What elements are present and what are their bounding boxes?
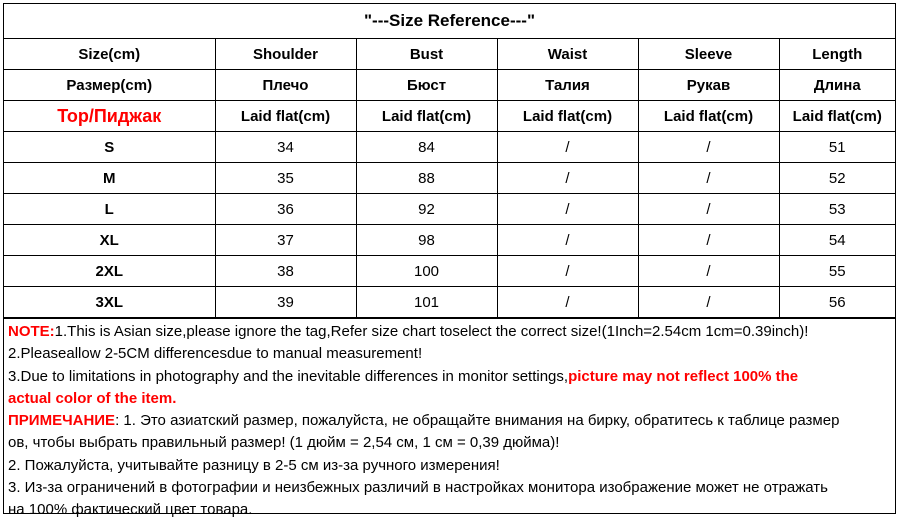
header-cell: Shoulder	[215, 39, 356, 70]
size-table	[4, 39, 895, 318]
header-cell: Длина	[779, 70, 895, 101]
measure-cell: 51	[779, 132, 895, 163]
note-label: NOTE:	[8, 323, 55, 340]
size-cell: S	[4, 132, 215, 163]
note-line	[8, 432, 891, 454]
header-cell: Sleeve	[638, 39, 779, 70]
table-row	[4, 256, 895, 287]
note-label-ru: ПРИМЕЧАНИЕ	[8, 412, 116, 430]
note-emphasis: actual color of the item.	[8, 389, 177, 407]
table-row	[4, 163, 895, 194]
measure-cell: 34	[215, 132, 356, 163]
measure-cell: /	[638, 132, 779, 163]
header-cell: Bust	[356, 39, 497, 70]
table-row	[4, 287, 895, 318]
measure-cell: 98	[356, 225, 497, 256]
size-cell: 3XL	[4, 287, 215, 318]
note-text: ов, чтобы выбрать правильный размер! (1 дюйм = 2,54 см, 1 см = 0,39 дюйма)!	[8, 434, 560, 452]
measure-cell: /	[638, 225, 779, 256]
measure-cell: 54	[779, 225, 895, 256]
note-line	[8, 410, 891, 432]
note-line	[8, 388, 891, 410]
size-cell: L	[4, 194, 215, 225]
note-text: на 100% фактический цвет товара.	[8, 501, 253, 519]
notes-section	[4, 318, 895, 522]
note-text: 2. Пожалуйста, учитывайте разницу в 2-5 см из-за ручного измерения!	[8, 456, 500, 474]
table-row	[4, 194, 895, 225]
header-cell: Waist	[497, 39, 638, 70]
size-cell: XL	[4, 225, 215, 256]
header-cell: Laid flat(cm)	[638, 101, 779, 132]
measure-cell: 36	[215, 194, 356, 225]
header-cell: Length	[779, 39, 895, 70]
measure-cell: /	[497, 256, 638, 287]
note-text: 2.Pleaseallow 2-5CM differencesdue to manual measurement!	[8, 345, 423, 363]
header-cell: Laid flat(cm)	[779, 101, 895, 132]
measure-cell: 39	[215, 287, 356, 318]
measure-cell: 88	[356, 163, 497, 194]
header-cell: Laid flat(cm)	[215, 101, 356, 132]
table-row	[4, 132, 895, 163]
measure-cell: /	[497, 132, 638, 163]
measure-cell: 100	[356, 256, 497, 287]
table-row	[4, 225, 895, 256]
measure-cell: 92	[356, 194, 497, 225]
note-line	[8, 455, 891, 477]
measure-cell: 55	[779, 256, 895, 287]
header-row-en	[4, 39, 895, 70]
measure-cell: 56	[779, 287, 895, 318]
note-line	[8, 477, 891, 499]
header-cell: Laid flat(cm)	[497, 101, 638, 132]
measure-cell: /	[497, 225, 638, 256]
note-line	[8, 499, 891, 521]
size-cell: 2XL	[4, 256, 215, 287]
measure-cell: /	[638, 163, 779, 194]
note-line	[8, 343, 891, 365]
measure-cell: /	[497, 194, 638, 225]
header-cell: Size(cm)	[4, 39, 215, 70]
header-cell: Laid flat(cm)	[356, 101, 497, 132]
header-cell: Талия	[497, 70, 638, 101]
measure-cell: 84	[356, 132, 497, 163]
note-line	[8, 321, 891, 343]
measure-cell: 35	[215, 163, 356, 194]
header-cell: Рукав	[638, 70, 779, 101]
garment-type-label: Top/Пиджак	[4, 101, 215, 132]
measure-cell: 52	[779, 163, 895, 194]
header-row-sub	[4, 101, 895, 132]
note-text: 1.This is Asian size,please ignore the tag,Refer size chart toselect the correct size!(1Inch=2.54cm 1cm=0.39inch)!	[54, 323, 809, 340]
chart-title: "---Size Reference---"	[4, 4, 895, 39]
measure-cell: 53	[779, 194, 895, 225]
measure-cell: /	[638, 256, 779, 287]
size-chart	[3, 3, 896, 519]
header-cell: Размер(cm)	[4, 70, 215, 101]
measure-cell: 37	[215, 225, 356, 256]
measure-cell: 101	[356, 287, 497, 318]
note-text: 3. Из-за ограничений в фотографии и неизбежных различий в настройках монитора изображение может не отражать	[8, 479, 828, 497]
header-row-ru	[4, 70, 895, 101]
measure-cell: /	[497, 287, 638, 318]
size-cell: M	[4, 163, 215, 194]
note-line	[8, 366, 891, 388]
measure-cell: /	[638, 287, 779, 318]
measure-cell: 38	[215, 256, 356, 287]
note-text: 3.Due to limitations in photography and the inevitable differences in monitor settings,	[8, 367, 569, 385]
note-emphasis: picture may not reflect 100% the	[568, 367, 799, 385]
measure-cell: /	[638, 194, 779, 225]
header-cell: Бюст	[356, 70, 497, 101]
header-cell: Плечо	[215, 70, 356, 101]
measure-cell: /	[497, 163, 638, 194]
note-text: : 1. Это азиатский размер, пожалуйста, не обращайте внимания на бирку, обратитесь к таблице размер	[115, 412, 840, 430]
